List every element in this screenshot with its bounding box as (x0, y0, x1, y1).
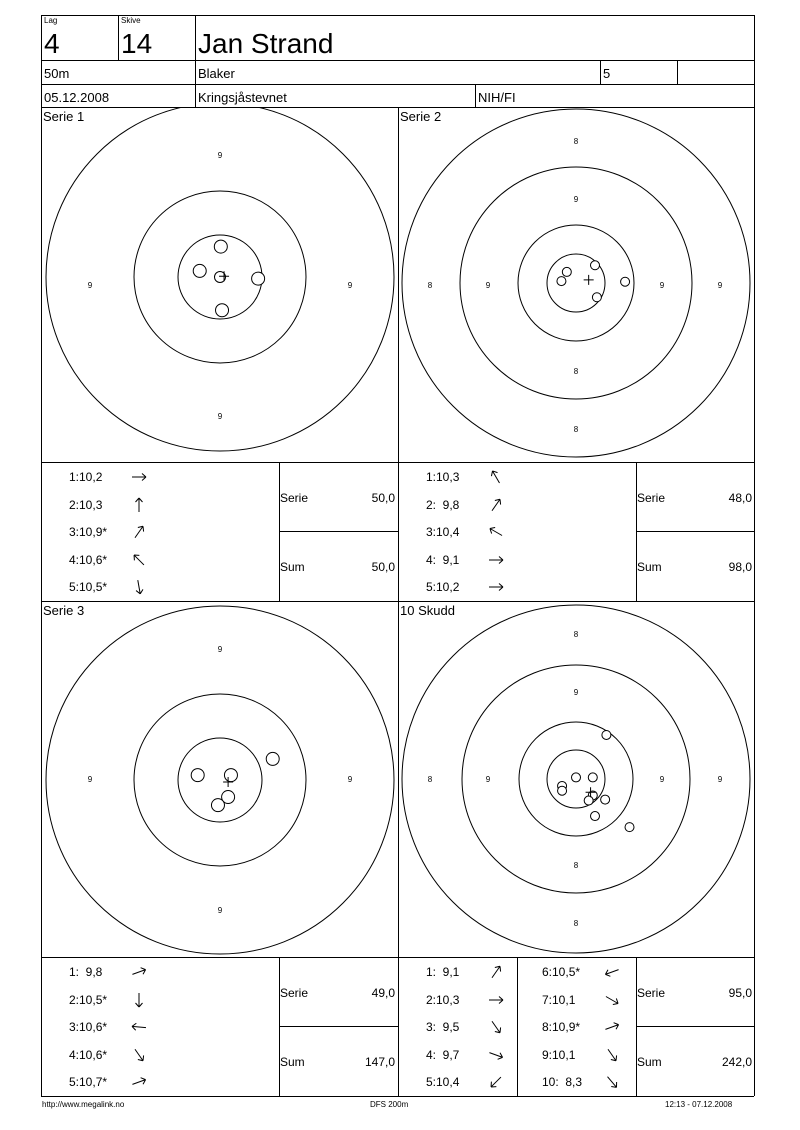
serie-score: 95,0 (728, 986, 752, 1000)
target-4 (399, 602, 754, 957)
direction-arrow-icon (486, 990, 506, 1010)
ring-label: 8 (573, 367, 579, 376)
direction-arrow-icon (486, 467, 506, 487)
direction-arrow-icon (486, 495, 506, 515)
shot-hole (193, 264, 206, 277)
lag-value: 4 (44, 28, 60, 59)
shot-hole (216, 304, 229, 317)
direction-arrow-icon (129, 577, 149, 597)
shooter-name: Jan Strand (198, 28, 334, 59)
ring-label: 9 (87, 281, 93, 290)
shot-hole (588, 773, 597, 782)
ring-label: 8 (573, 861, 579, 870)
shot-score: 2: 9,8 (426, 497, 460, 512)
serie-label: Serie (637, 986, 666, 1000)
target-2-title: Serie 2 (400, 109, 442, 124)
shot-score: 1:10,3 (426, 470, 460, 484)
direction-arrow-icon (129, 522, 149, 542)
shot-score: 5:10,5* (69, 580, 108, 594)
shot-score: 9:10,1 (542, 1047, 576, 1062)
direction-arrow-icon (129, 962, 149, 982)
sum-label: Sum (280, 1055, 305, 1069)
club: Blaker (198, 66, 235, 81)
ring-label: 9 (659, 775, 665, 784)
event-name: Kringsjåstevnet (198, 90, 287, 105)
direction-arrow-icon (486, 577, 506, 597)
direction-arrow-icon (129, 990, 149, 1010)
sum-label: Sum (637, 560, 662, 574)
sum-score: 98,0 (728, 560, 752, 574)
ring-label: 8 (427, 281, 433, 290)
target-3-title: Serie 3 (43, 603, 85, 618)
shot-hole (591, 261, 600, 270)
ring-label: 9 (573, 688, 579, 697)
footer-timestamp: 12:13 - 07.12.2008 (665, 1100, 733, 1109)
serie-label: Serie (280, 986, 309, 1000)
shot-score: 5:10,2 (426, 580, 460, 594)
ring-label: 8 (573, 919, 579, 928)
ring-label: 9 (217, 645, 223, 654)
serie-score: 50,0 (371, 491, 395, 505)
ring-label: 8 (427, 775, 433, 784)
shot-hole (191, 769, 204, 782)
ring-label: 9 (217, 412, 223, 421)
direction-arrow-icon (486, 550, 506, 570)
shot-score: 2:10,3 (69, 497, 103, 512)
shot-hole (266, 752, 279, 765)
footer-program: DFS 200m (370, 1100, 409, 1109)
shot-score: 4:10,6* (69, 552, 108, 567)
shot-score: 1:10,2 (69, 470, 103, 484)
sum-score: 50,0 (371, 560, 395, 574)
shot-hole (562, 267, 571, 276)
direction-arrow-icon (129, 467, 149, 487)
ring-label: 9 (485, 281, 491, 290)
direction-arrow-icon (129, 1017, 149, 1037)
shot-hole (591, 812, 600, 821)
target-1 (42, 108, 398, 462)
shot-score: 8:10,9* (542, 1020, 581, 1034)
date: 05.12.2008 (44, 90, 110, 105)
shot-hole (214, 240, 227, 253)
shot-score: 3:10,6* (69, 1020, 108, 1034)
ring-2 (134, 694, 306, 866)
direction-arrow-icon (486, 1045, 506, 1065)
ring-label: 8 (573, 137, 579, 146)
lag-label: Lag (44, 16, 58, 25)
shot-score: 7:10,1 (542, 992, 576, 1007)
shot-score: 5:10,4 (426, 1075, 460, 1089)
shot-hole (211, 799, 224, 812)
shot-hole (558, 786, 567, 795)
shot-hole (625, 823, 634, 832)
distance: 50m (44, 66, 70, 81)
target-4-title: 10 Skudd (400, 603, 455, 618)
direction-arrow-icon (602, 990, 622, 1010)
ring-label: 9 (347, 775, 353, 784)
ring-label: 9 (717, 775, 723, 784)
serie-score: 49,0 (371, 986, 395, 1000)
direction-arrow-icon (129, 550, 149, 570)
direction-arrow-icon (602, 1017, 622, 1037)
serie-score: 48,0 (728, 491, 752, 505)
shot-score: 4:10,6* (69, 1047, 108, 1062)
ring-label: 9 (485, 775, 491, 784)
shot-score: 1: 9,8 (69, 965, 103, 979)
ring-label: 8 (573, 425, 579, 434)
ring-label: 9 (217, 906, 223, 915)
sum-score: 242,0 (721, 1055, 752, 1069)
sum-label: Sum (280, 560, 305, 574)
shot-hole (621, 277, 630, 286)
direction-arrow-icon (129, 1072, 149, 1092)
ring-3 (518, 225, 634, 341)
shot-score: 4: 9,7 (426, 1047, 460, 1062)
ring-label: 9 (347, 281, 353, 290)
footer-url: http://www.megalink.no (42, 1100, 125, 1109)
shot-hole (592, 293, 601, 302)
serie-label: Serie (637, 491, 666, 505)
ring-label: 9 (87, 775, 93, 784)
shot-score: 10: 8,3 (542, 1075, 583, 1089)
shot-score: 2:10,3 (426, 992, 460, 1007)
direction-arrow-icon (602, 1072, 622, 1092)
sum-score: 147,0 (364, 1055, 395, 1069)
shot-score: 5:10,7* (69, 1075, 108, 1089)
ring-label: 9 (573, 195, 579, 204)
direction-arrow-icon (486, 1017, 506, 1037)
shot-hole (602, 730, 611, 739)
ring-1 (46, 606, 394, 954)
direction-arrow-icon (602, 962, 622, 982)
shot-hole (224, 769, 237, 782)
direction-arrow-icon (129, 1045, 149, 1065)
skive-value: 14 (121, 28, 153, 59)
target-3 (42, 602, 398, 957)
shot-score: 4: 9,1 (426, 552, 460, 567)
ring-1 (402, 109, 750, 457)
shot-score: 6:10,5* (542, 965, 581, 979)
direction-arrow-icon (129, 495, 149, 515)
shot-score: 2:10,5* (69, 992, 108, 1007)
shot-score: 3: 9,5 (426, 1020, 460, 1034)
shot-hole (557, 277, 566, 286)
target-2 (399, 108, 754, 462)
skive-label: Skive (121, 16, 141, 25)
shot-score: 1: 9,1 (426, 965, 460, 979)
ring-label: 9 (659, 281, 665, 290)
class: 5 (603, 66, 611, 81)
organizer: NIH/FI (478, 90, 516, 105)
target-1-title: Serie 1 (43, 109, 85, 124)
direction-arrow-icon (486, 522, 506, 542)
direction-arrow-icon (486, 962, 506, 982)
shot-hole (252, 272, 265, 285)
serie-label: Serie (280, 491, 309, 505)
shot-score: 3:10,4 (426, 525, 460, 539)
direction-arrow-icon (602, 1045, 622, 1065)
ring-label: 9 (217, 151, 223, 160)
mean-point-cross-icon (584, 275, 594, 285)
shot-score: 3:10,9* (69, 525, 108, 539)
shot-hole (584, 796, 593, 805)
shot-hole (572, 773, 581, 782)
direction-arrow-icon (486, 1072, 506, 1092)
ring-label: 9 (717, 281, 723, 290)
shot-hole (601, 795, 610, 804)
ring-label: 8 (573, 630, 579, 639)
sum-label: Sum (637, 1055, 662, 1069)
